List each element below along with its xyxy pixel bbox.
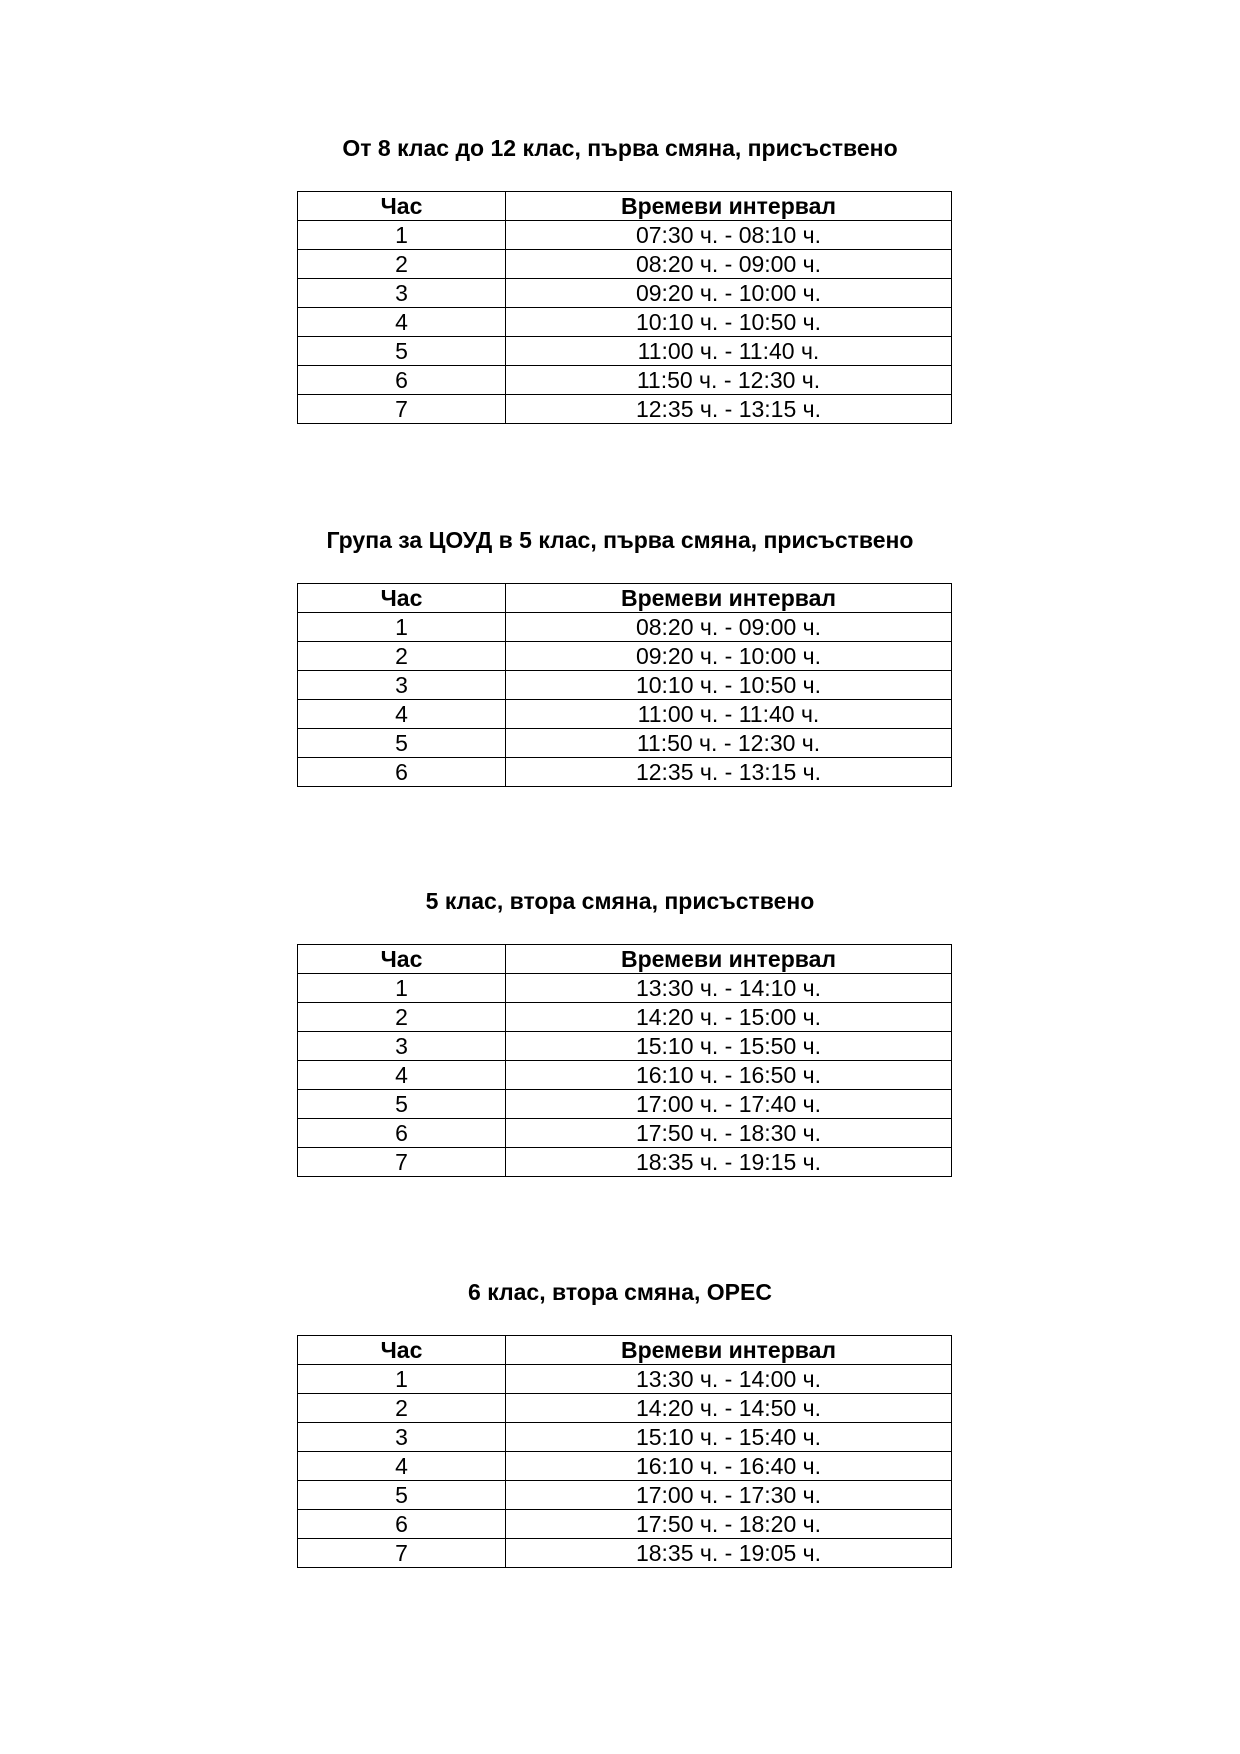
table-row (298, 1003, 952, 1032)
hour-cell: 3 (298, 1423, 506, 1452)
table-row (298, 1061, 952, 1090)
interval-cell: 08:20 ч. - 09:00 ч. (506, 250, 952, 279)
hour-cell: 4 (298, 1452, 506, 1481)
table-row (298, 642, 952, 671)
interval-cell: 17:50 ч. - 18:20 ч. (506, 1510, 952, 1539)
schedule-table (297, 944, 952, 1177)
schedule-table (297, 1335, 952, 1568)
interval-cell: 09:20 ч. - 10:00 ч. (506, 642, 952, 671)
interval-cell: 08:20 ч. - 09:00 ч. (506, 613, 952, 642)
table-row (298, 700, 952, 729)
interval-cell: 11:00 ч. - 11:40 ч. (506, 700, 952, 729)
hour-cell: 1 (298, 613, 506, 642)
table-row (298, 250, 952, 279)
table-row (298, 221, 952, 250)
section-title: Група за ЦОУД в 5 клас, първа смяна, присъствено (326, 527, 914, 553)
interval-cell: 12:35 ч. - 13:15 ч. (506, 758, 952, 787)
hour-cell: 1 (298, 1365, 506, 1394)
interval-cell: 12:35 ч. - 13:15 ч. (506, 395, 952, 424)
hour-cell: 7 (298, 1148, 506, 1177)
hour-cell: 2 (298, 1003, 506, 1032)
interval-cell: 15:10 ч. - 15:50 ч. (506, 1032, 952, 1061)
hour-cell: 5 (298, 1481, 506, 1510)
hour-cell: 3 (298, 279, 506, 308)
interval-cell: 18:35 ч. - 19:15 ч. (506, 1148, 952, 1177)
hour-cell: 7 (298, 1539, 506, 1568)
table-row (298, 974, 952, 1003)
interval-cell: 10:10 ч. - 10:50 ч. (506, 671, 952, 700)
interval-cell: 15:10 ч. - 15:40 ч. (506, 1423, 952, 1452)
table-header-row (298, 584, 952, 613)
table-row (298, 1539, 952, 1568)
interval-cell: 09:20 ч. - 10:00 ч. (506, 279, 952, 308)
table-row (298, 1481, 952, 1510)
column-header-interval: Времеви интервал (506, 192, 952, 221)
table-header-row (298, 192, 952, 221)
column-header-interval: Времеви интервал (506, 945, 952, 974)
hour-cell: 6 (298, 1119, 506, 1148)
hour-cell: 6 (298, 366, 506, 395)
table-row (298, 1510, 952, 1539)
section-title: От 8 клас до 12 клас, първа смяна, присъствено (342, 135, 898, 161)
hour-cell: 5 (298, 1090, 506, 1119)
table-row (298, 671, 952, 700)
hour-cell: 1 (298, 974, 506, 1003)
table-row (298, 613, 952, 642)
hour-cell: 6 (298, 1510, 506, 1539)
column-header-hour: Час (298, 1336, 506, 1365)
table-row (298, 1452, 952, 1481)
hour-cell: 4 (298, 308, 506, 337)
hour-cell: 2 (298, 250, 506, 279)
section-title: 5 клас, втора смяна, присъствено (425, 888, 815, 914)
section-title: 6 клас, втора смяна, ОРЕС (468, 1279, 772, 1305)
table-header-row (298, 1336, 952, 1365)
table-row (298, 1394, 952, 1423)
hour-cell: 5 (298, 729, 506, 758)
table-row (298, 1032, 952, 1061)
table-row (298, 1365, 952, 1394)
interval-cell: 11:50 ч. - 12:30 ч. (506, 729, 952, 758)
hour-cell: 2 (298, 642, 506, 671)
hour-cell: 3 (298, 1032, 506, 1061)
interval-cell: 18:35 ч. - 19:05 ч. (506, 1539, 952, 1568)
hour-cell: 3 (298, 671, 506, 700)
table-row (298, 1423, 952, 1452)
hour-cell: 7 (298, 395, 506, 424)
table-row (298, 1119, 952, 1148)
table-row (298, 395, 952, 424)
column-header-hour: Час (298, 584, 506, 613)
interval-cell: 10:10 ч. - 10:50 ч. (506, 308, 952, 337)
interval-cell: 17:00 ч. - 17:40 ч. (506, 1090, 952, 1119)
interval-cell: 17:50 ч. - 18:30 ч. (506, 1119, 952, 1148)
interval-cell: 14:20 ч. - 14:50 ч. (506, 1394, 952, 1423)
interval-cell: 13:30 ч. - 14:10 ч. (506, 974, 952, 1003)
table-row (298, 1090, 952, 1119)
hour-cell: 4 (298, 1061, 506, 1090)
table-row (298, 337, 952, 366)
table-row (298, 279, 952, 308)
interval-cell: 13:30 ч. - 14:00 ч. (506, 1365, 952, 1394)
interval-cell: 16:10 ч. - 16:40 ч. (506, 1452, 952, 1481)
table-row (298, 729, 952, 758)
schedule-table (297, 191, 952, 424)
column-header-hour: Час (298, 945, 506, 974)
hour-cell: 1 (298, 221, 506, 250)
interval-cell: 16:10 ч. - 16:50 ч. (506, 1061, 952, 1090)
interval-cell: 11:50 ч. - 12:30 ч. (506, 366, 952, 395)
column-header-interval: Времеви интервал (506, 584, 952, 613)
schedule-table (297, 583, 952, 787)
hour-cell: 6 (298, 758, 506, 787)
interval-cell: 11:00 ч. - 11:40 ч. (506, 337, 952, 366)
column-header-hour: Час (298, 192, 506, 221)
table-row (298, 1148, 952, 1177)
hour-cell: 5 (298, 337, 506, 366)
column-header-interval: Времеви интервал (506, 1336, 952, 1365)
interval-cell: 17:00 ч. - 17:30 ч. (506, 1481, 952, 1510)
interval-cell: 07:30 ч. - 08:10 ч. (506, 221, 952, 250)
interval-cell: 14:20 ч. - 15:00 ч. (506, 1003, 952, 1032)
table-row (298, 758, 952, 787)
table-row (298, 366, 952, 395)
table-header-row (298, 945, 952, 974)
hour-cell: 2 (298, 1394, 506, 1423)
hour-cell: 4 (298, 700, 506, 729)
table-row (298, 308, 952, 337)
